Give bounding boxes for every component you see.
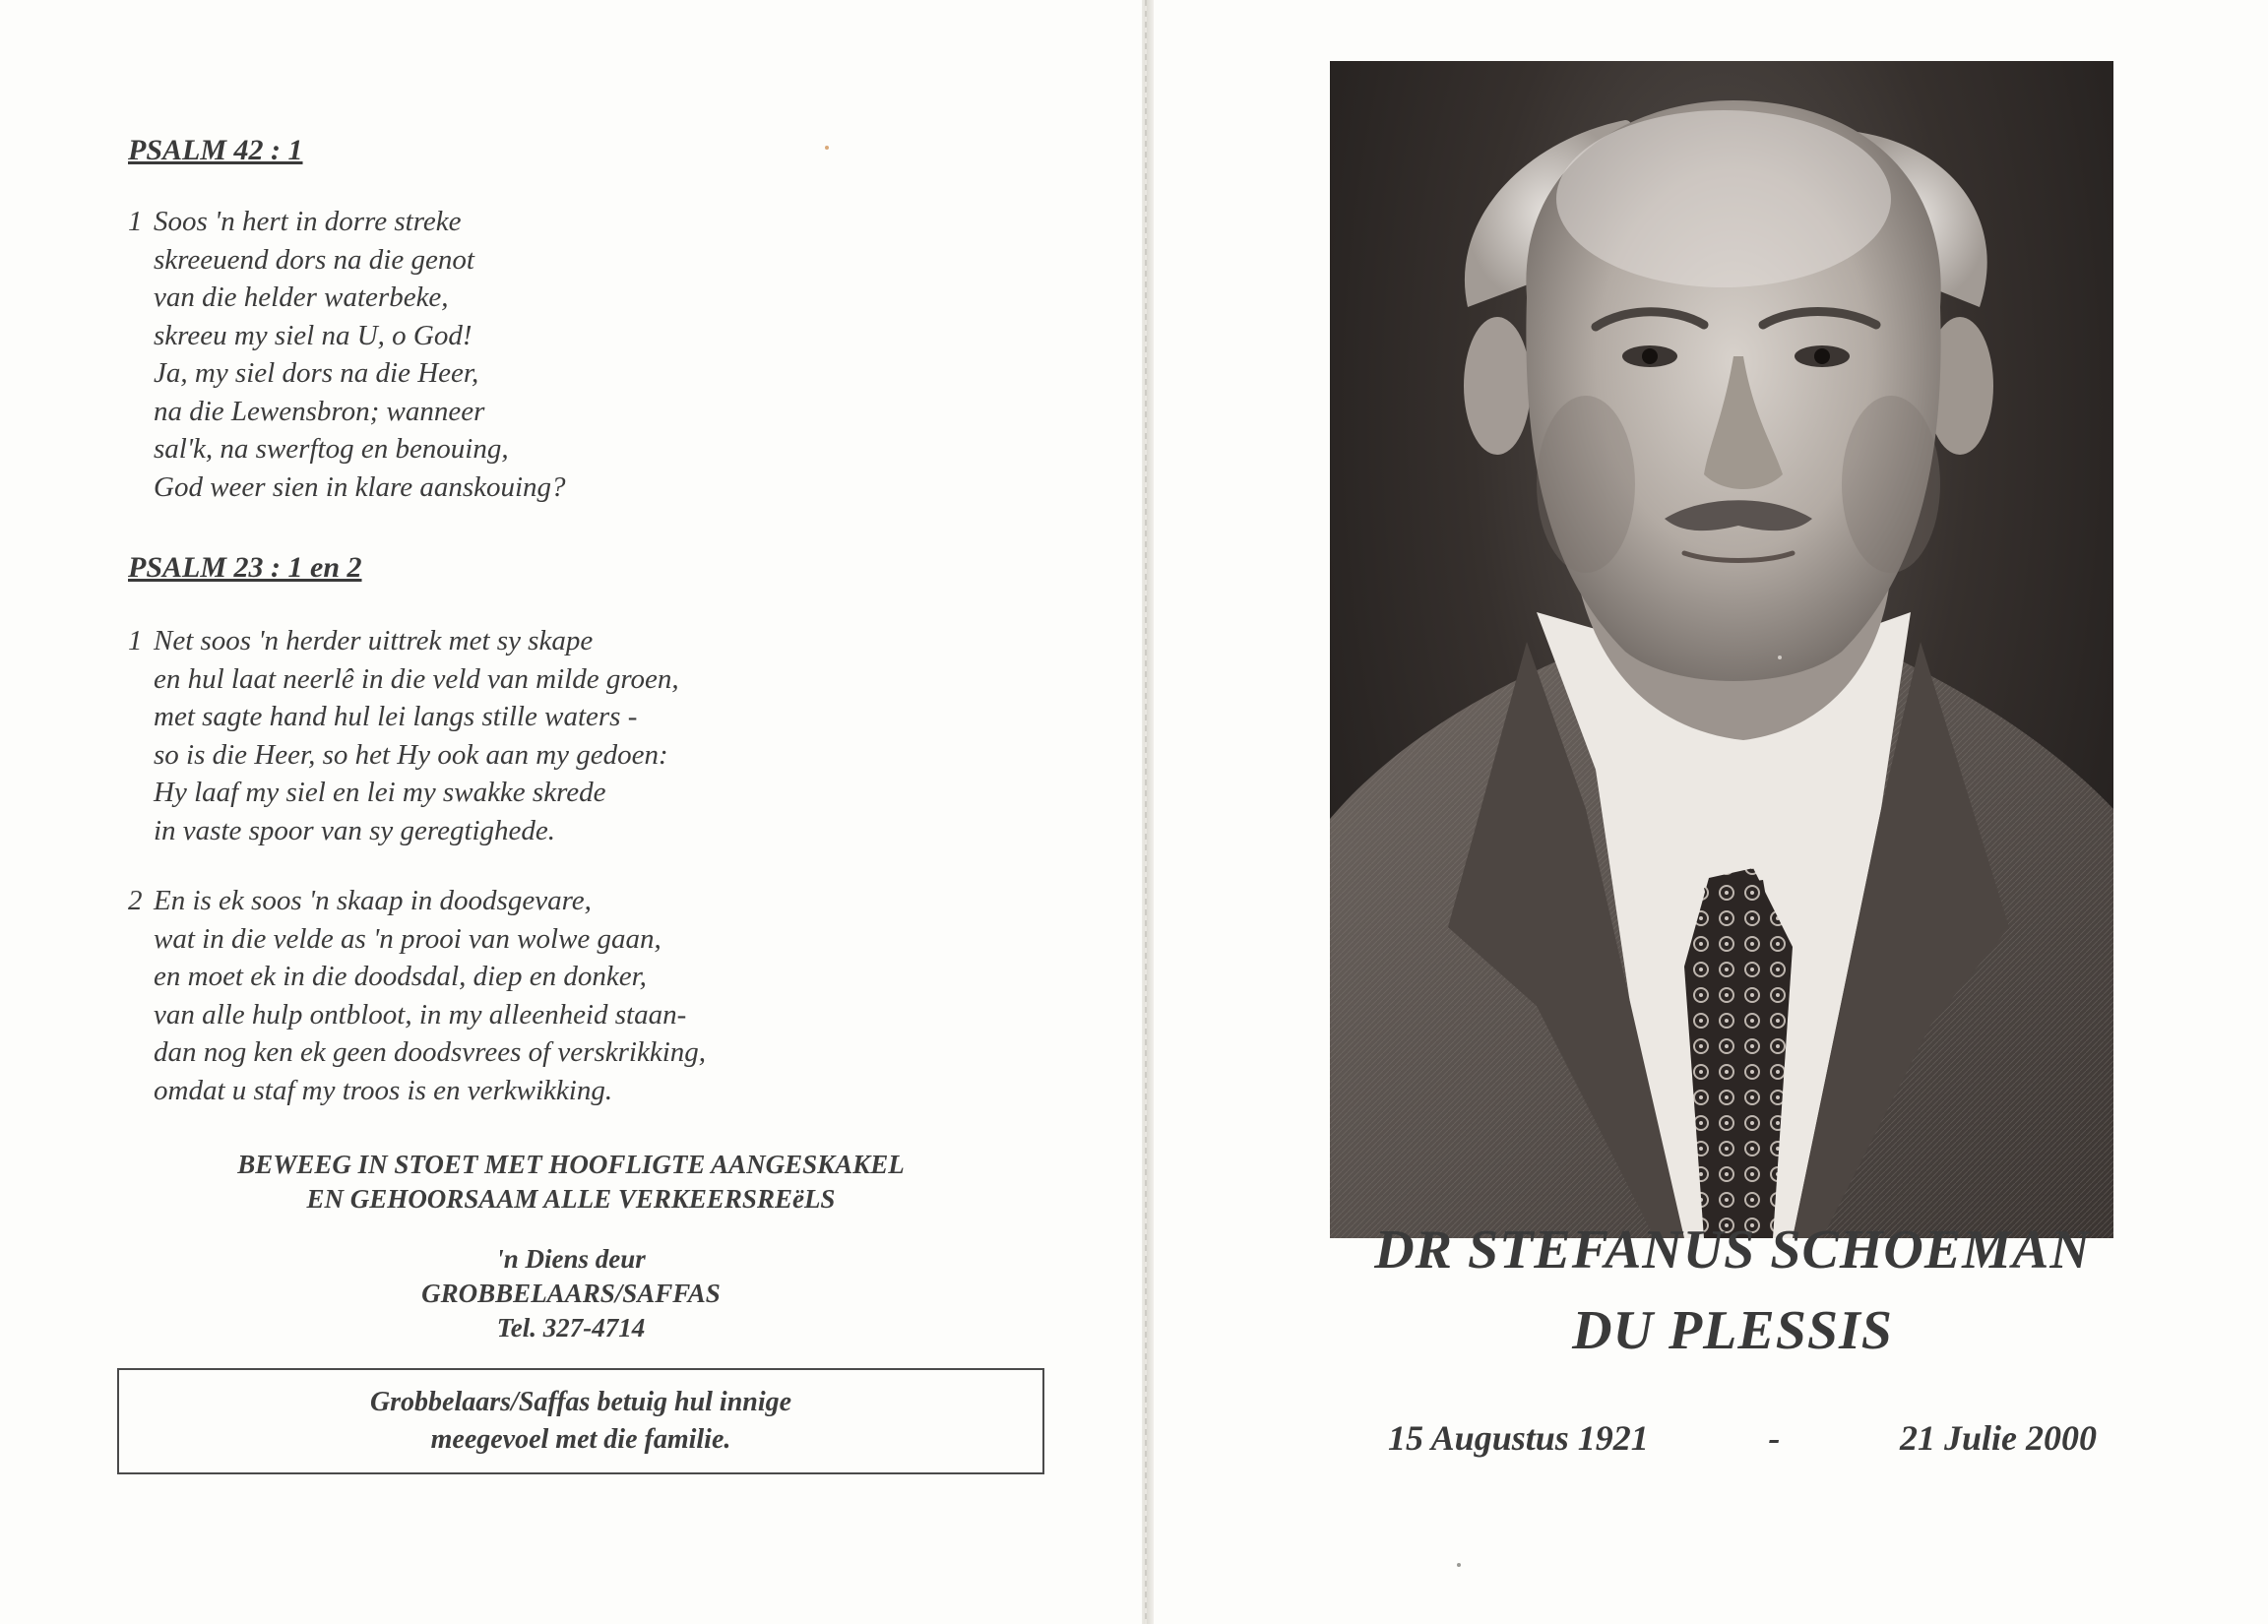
verse-line: Hy laaf my siel en lei my swakke skrede <box>154 777 606 808</box>
condolence-line: meegevoel met die familie. <box>430 1424 731 1455</box>
deceased-name-line-2: DU PLESSIS <box>1572 1300 1893 1361</box>
deceased-name-line-1: DR STEFANUS SCHOEMAN <box>1374 1219 2091 1280</box>
psalm-42-verse-1 <box>128 203 566 506</box>
paper-speck <box>825 146 829 150</box>
condolence-line: Grobbelaars/Saffas betuig hul innige <box>369 1387 792 1417</box>
life-dates <box>1388 1417 2097 1459</box>
service-line: GROBBELAARS/SAFFAS <box>421 1279 721 1308</box>
page-fold-edge <box>1145 0 1147 1624</box>
notice-line: BEWEEG IN STOET MET HOOFLIGTE AANGESKAKEL <box>237 1150 905 1179</box>
service-phone: Tel. 327-4714 <box>496 1313 646 1343</box>
condolence-box <box>117 1368 1044 1474</box>
verse-number: 2 <box>128 885 143 916</box>
verse-line: skreeuend dors na die genot <box>154 243 474 276</box>
verse-line: 2 En is ek soos 'n skaap in doodsgevare, <box>128 882 706 920</box>
verse-number: 1 <box>128 206 143 237</box>
verse-line: skreeu my siel na U, o God! <box>154 319 472 351</box>
paper-speck <box>1778 656 1782 659</box>
paper-speck <box>1457 1563 1461 1567</box>
funeral-service-info <box>118 1242 1024 1345</box>
verse-line: dan nog ken ek geen doodsvrees of verskrikking, <box>154 1036 707 1068</box>
verse-number: 1 <box>128 625 143 656</box>
page-fold <box>1142 0 1154 1624</box>
verse-line: omdat u staf my troos is en verkwikking. <box>154 1074 613 1106</box>
verse-line: en hul laat neerlê in die veld van milde groen, <box>154 662 679 695</box>
verse-line: in vaste spoor van sy geregtighede. <box>154 814 556 846</box>
psalm-23-verse-1 <box>128 622 679 849</box>
verse-line: wat in die velde as 'n prooi van wolwe gaan, <box>154 922 662 955</box>
verse-line: 1 Net soos 'n herder uittrek met sy skape <box>128 622 679 660</box>
verse-line: van die helder waterbeke, <box>154 281 449 313</box>
verse-line: Ja, my siel dors na die Heer, <box>154 357 479 389</box>
service-line: 'n Diens deur <box>496 1244 646 1274</box>
birth-date: 15 Augustus 1921 <box>1388 1418 1649 1458</box>
procession-notice <box>118 1148 1024 1217</box>
psalm-42-heading: PSALM 42 : 1 <box>128 134 303 166</box>
verse-line: van alle hulp ontbloot, in my alleenheid staan- <box>154 998 687 1031</box>
notice-line: EN GEHOORSAAM ALLE VERKEERSREëLS <box>306 1184 836 1214</box>
verse-line: met sagte hand hul lei langs stille waters - <box>154 701 638 732</box>
verse-line: 1 Soos 'n hert in dorre streke <box>128 203 566 241</box>
psalm-23-heading: PSALM 23 : 1 en 2 <box>128 551 362 584</box>
psalm-23-verse-2 <box>128 882 706 1109</box>
verse-line: God weer sien in klare aanskouing? <box>154 470 566 503</box>
verse-line: sal'k, na swerftog en benouing, <box>154 433 509 465</box>
verse-line: na die Lewensbron; wanneer <box>154 395 485 427</box>
verse-line: so is die Heer, so het Hy ook aan my gedoen: <box>154 738 668 771</box>
date-separator: - <box>1768 1418 1781 1458</box>
verse-line: en moet ek in die doodsdal, diep en donker, <box>154 961 647 992</box>
portrait-photo <box>1330 61 2113 1238</box>
death-date: 21 Julie 2000 <box>1899 1418 2097 1458</box>
